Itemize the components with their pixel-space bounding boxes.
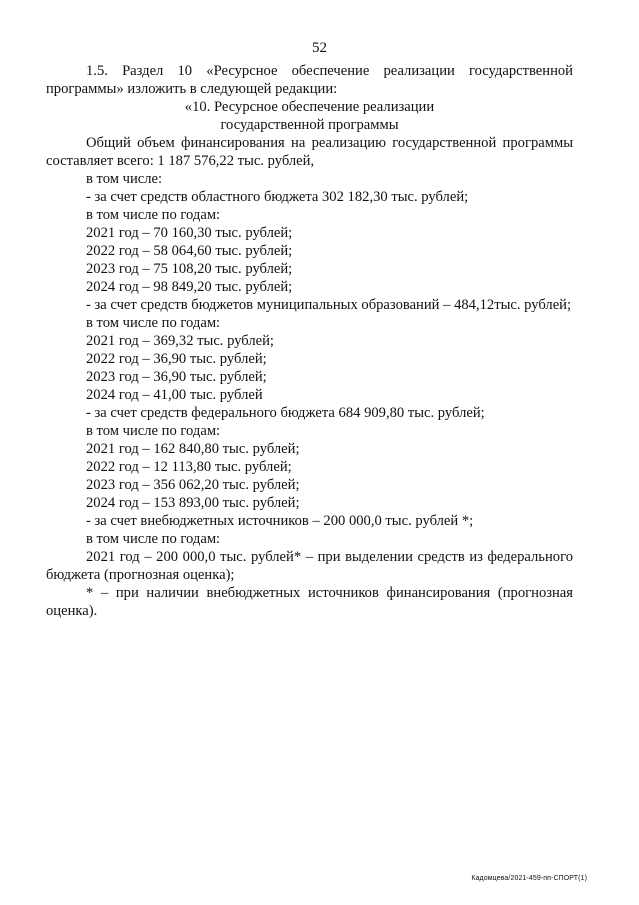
regional-year-line: 2024 год – 98 849,20 тыс. рублей; [86,279,293,295]
extrabudgetary-heading: - за счет внебюджетных источников – 200 000,0 тыс. рублей *; [86,513,474,529]
regional-budget-heading: - за счет средств областного бюджета 302 182,30 тыс. рублей; [86,189,469,205]
municipal-year-line: 2024 год – 41,00 тыс. рублей [86,387,263,403]
municipal-year-line: 2022 год – 36,90 тыс. рублей; [86,351,267,367]
federal-year-line: 2023 год – 356 062,20 тыс. рублей; [86,477,300,493]
municipal-budget-heading: - за счет средств бюджетов муниципальных образований – 484,12тыс. рублей; [86,297,572,313]
page-number: 52 [312,40,327,56]
regional-year-line: 2022 год – 58 064,60 тыс. рублей; [86,243,293,259]
including-label: в том числе: [86,171,163,187]
municipal-by-years-label: в том числе по годам: [86,315,221,331]
section-title-line-2: государственной программы [220,117,399,133]
municipal-year-line: 2023 год – 36,90 тыс. рублей; [86,369,267,385]
municipal-year-line: 2021 год – 369,32 тыс. рублей; [86,333,274,349]
federal-year-line: 2021 год – 162 840,80 тыс. рублей; [86,441,300,457]
footer-document-code: Кадомцева/2021-459-пп-СПОРТ(1) [471,875,587,882]
total-funding-paragraph: Общий объем финансирования на реализацию государственной программы составляет всего: 1 187 576,22 тыс. рублей, [46,135,573,169]
regional-by-years-label: в том числе по годам: [86,207,221,223]
document-body [46,62,573,620]
federal-by-years-label: в том числе по годам: [86,423,221,439]
federal-year-line: 2024 год – 153 893,00 тыс. рублей; [86,495,300,511]
extrabudgetary-year-line: 2021 год – 200 000,0 тыс. рублей* – при выделении средств из федерального бюджета (прогнозная оценка); [46,549,573,583]
extrabudgetary-by-years-label: в том числе по годам: [86,531,221,547]
amendment-paragraph: 1.5. Раздел 10 «Ресурсное обеспечение реализации государственной программы» изложить в следующей редакции: [46,63,573,97]
section-title-line-1: «10. Ресурсное обеспечение реализации [184,99,435,115]
regional-year-line: 2023 год – 75 108,20 тыс. рублей; [86,261,293,277]
federal-budget-heading: - за счет средств федерального бюджета 684 909,80 тыс. рублей; [86,405,485,421]
footnote: * – при наличии внебюджетных источников финансирования (прогнозная оценка). [46,585,573,619]
federal-year-line: 2022 год – 12 113,80 тыс. рублей; [86,459,292,475]
regional-year-line: 2021 год – 70 160,30 тыс. рублей; [86,225,293,241]
